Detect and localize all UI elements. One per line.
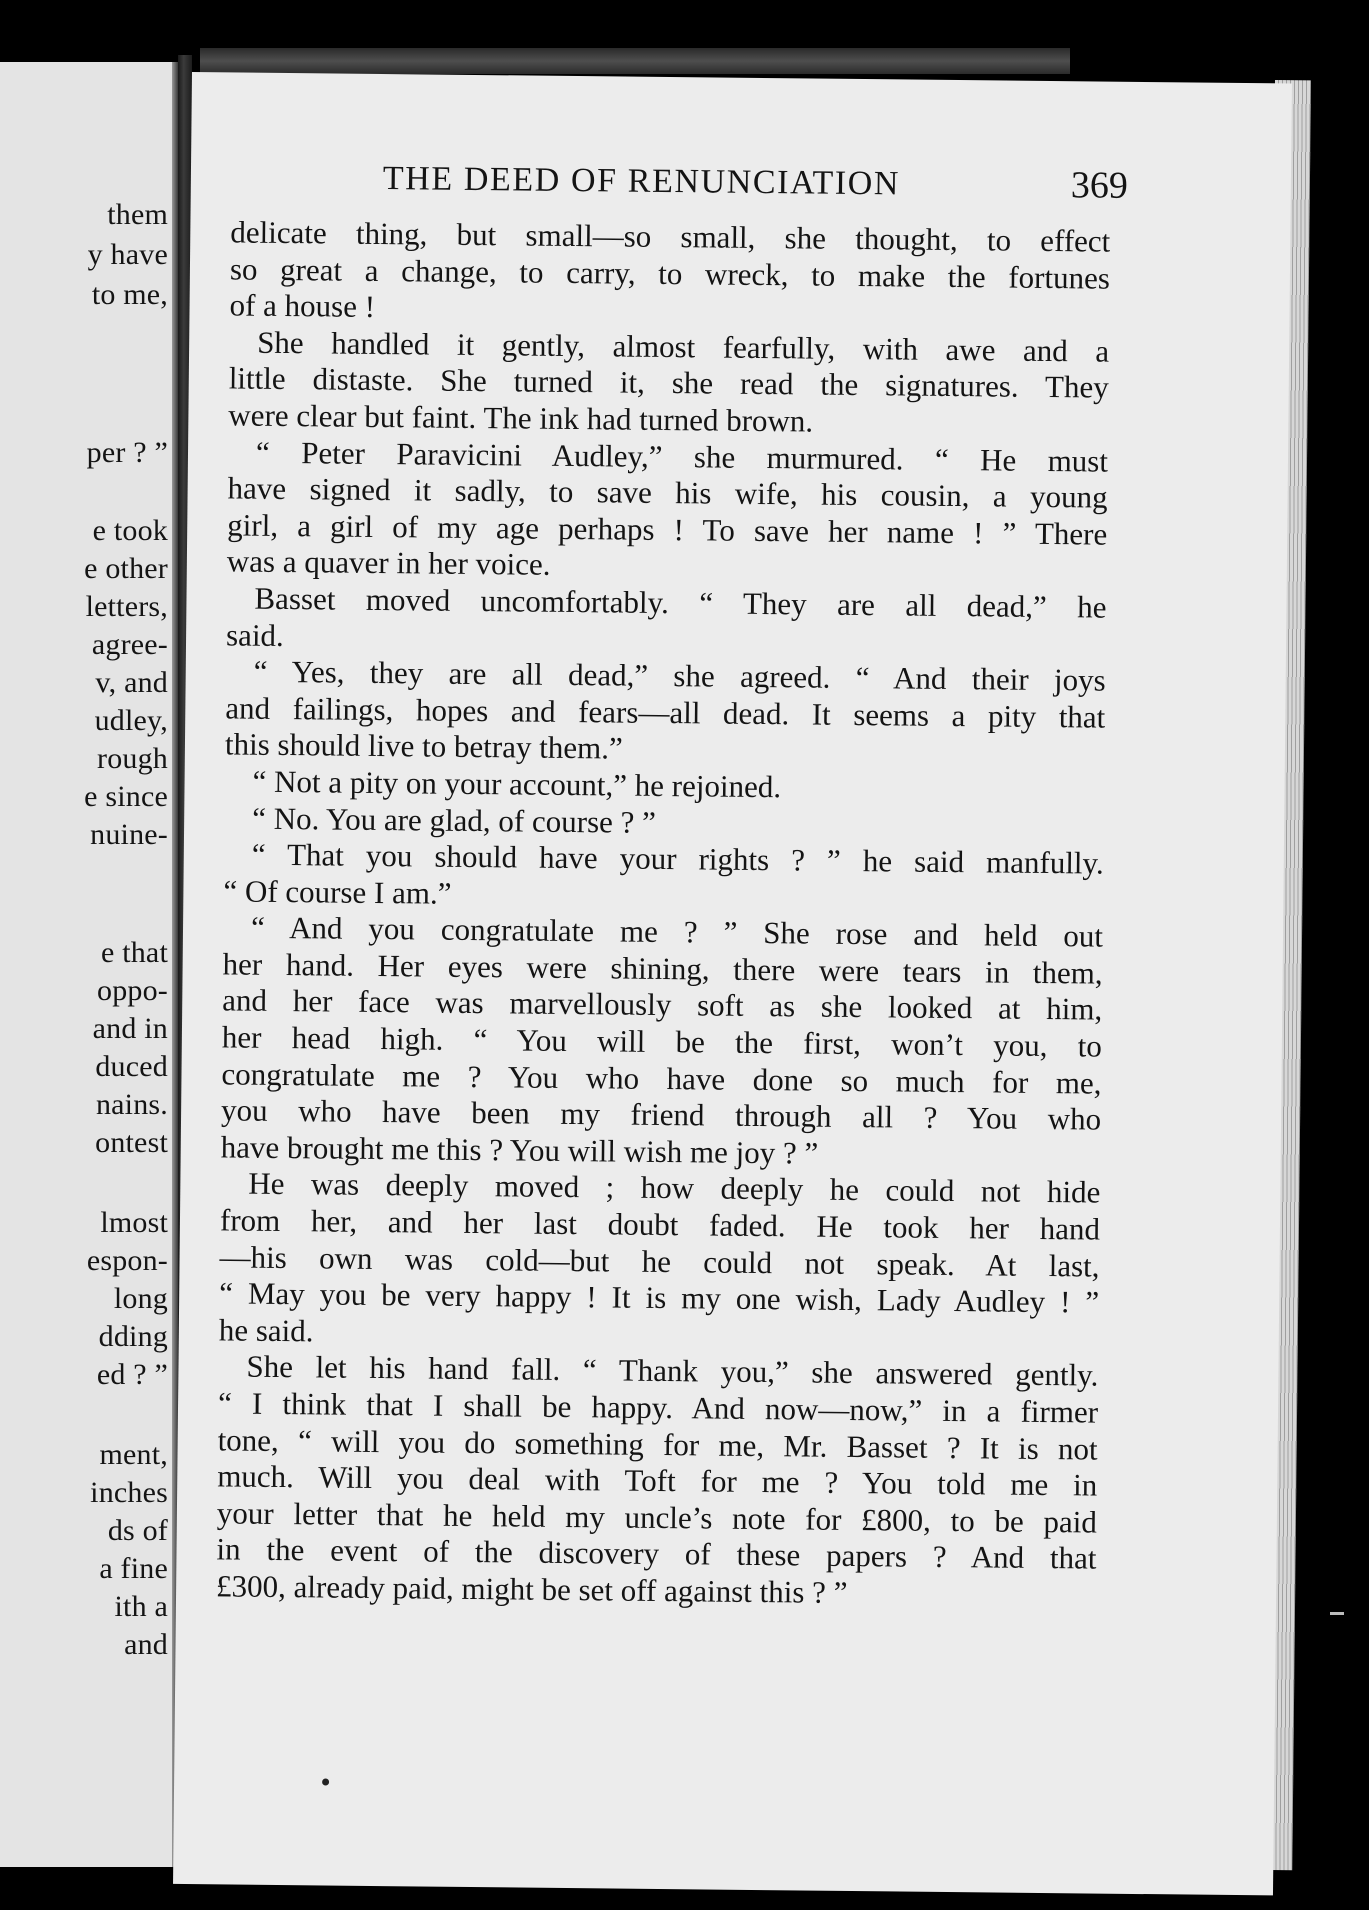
- text-line: “ That you should have your rights ? ” he said manfully.: [251, 836, 1104, 881]
- text-line: —his own was cold—but he could not speak. At last,: [219, 1238, 1100, 1284]
- left-page-line: nains.: [95, 1088, 168, 1121]
- scanner-shadow-strip: [200, 48, 1070, 74]
- left-page-line: them: [107, 198, 168, 231]
- text-line: £300, already paid, might be set off against this ? ”: [215, 1568, 848, 1610]
- text-line: “ May you be very happy ! It is my one wish, Lady Audley ! ”: [219, 1275, 1100, 1320]
- left-page-line: dding: [98, 1320, 168, 1353]
- left-page-line: e since: [84, 780, 168, 813]
- text-line: you who have been my friend through all ? You who: [220, 1092, 1102, 1137]
- left-page-line: and: [124, 1628, 168, 1661]
- left-page-line: nuine-: [90, 818, 168, 851]
- text-line: her hand. Her eyes were shining, there were tears in them,: [222, 946, 1103, 991]
- text-line: so great a change, to carry, to wreck, to make the fortunes: [229, 251, 1111, 296]
- left-page-line: udley,: [94, 704, 168, 737]
- text-line: “ Of course I am.”: [223, 873, 452, 911]
- left-page-line: ith a: [114, 1590, 168, 1623]
- left-page-line: a fine: [99, 1552, 168, 1585]
- text-line: “ Peter Paravicini Audley,” she murmured. “ He must: [255, 434, 1109, 479]
- text-line: this should live to betray them.”: [224, 726, 623, 766]
- left-page-line: lmost: [100, 1206, 168, 1239]
- page-number: 369: [1070, 164, 1129, 207]
- left-page: [0, 62, 178, 1867]
- left-page-line: ontest: [95, 1126, 168, 1159]
- text-line: he said.: [218, 1312, 314, 1349]
- text-line: She handled it gently, almost fearfully, with awe and a: [256, 324, 1110, 369]
- text-line: of a house !: [229, 287, 376, 325]
- text-line: delicate thing, but small—so small, she thought, to effect: [230, 214, 1111, 259]
- left-page-line: ment,: [99, 1438, 168, 1471]
- left-page-line: per ? ”: [86, 436, 168, 469]
- text-line: her head high. “ You will be the first, won’t you, to: [221, 1019, 1103, 1064]
- left-page-line: v, and: [95, 666, 168, 699]
- text-line: have signed it sadly, to save his wife, his cousin, a young: [227, 470, 1108, 515]
- text-line: from her, and her last doubt faded. He took her hand: [219, 1202, 1101, 1247]
- left-page-line: letters,: [85, 590, 168, 623]
- left-page-line: inches: [90, 1476, 168, 1509]
- text-line: little distaste. She turned it, she read the signatures. They: [228, 360, 1109, 405]
- body-text: [216, 214, 1111, 1614]
- running-head: THE DEED OF RENUNCIATION: [382, 160, 901, 203]
- text-line: were clear but faint. The ink had turned brown.: [228, 397, 814, 439]
- text-line: have brought me this ? You will wish me joy ? ”: [220, 1129, 819, 1171]
- text-line: and failings, hopes and fears—all dead. It seems a pity that: [225, 690, 1106, 735]
- left-page-line: e other: [84, 552, 168, 585]
- left-page-line: oppo-: [97, 974, 168, 1007]
- text-line: “ I think that I shall be happy. And now—now,” in a firmer: [217, 1385, 1099, 1430]
- text-line: “ Yes, they are all dead,” she agreed. “ And their joys: [253, 653, 1106, 698]
- text-line: He was deeply moved ; how deeply he could not hide: [248, 1166, 1101, 1211]
- text-line: Basset moved uncomfortably. “ They are all dead,” he: [254, 580, 1107, 625]
- text-line: and her face was marvellously soft as she looked at him,: [222, 982, 1103, 1028]
- left-page-line: rough: [97, 742, 168, 775]
- left-page-line: duced: [95, 1050, 168, 1083]
- left-page-line: to me,: [91, 278, 168, 311]
- text-line: tone, “ will you do something for me, Mr. Basset ? It is not: [217, 1421, 1098, 1467]
- left-page-line: ed ? ”: [96, 1358, 168, 1391]
- ink-speck: [322, 1778, 329, 1785]
- text-line: “ And you congratulate me ? ” She rose and held out: [250, 909, 1104, 954]
- text-line: your letter that he held my uncle’s note for £800, to be paid: [216, 1495, 1098, 1540]
- text-line: “ No. You are glad, of course ? ”: [252, 800, 657, 840]
- left-page-line: long: [113, 1282, 168, 1315]
- margin-mark: [1330, 1612, 1344, 1615]
- left-page-line: espon-: [86, 1244, 168, 1277]
- left-page-line: y have: [87, 238, 168, 271]
- left-page-line: e that: [100, 936, 168, 969]
- right-page: [173, 72, 1292, 1895]
- text-line: She let his hand fall. “ Thank you,” she answered gently.: [246, 1349, 1099, 1393]
- text-line: much. Will you deal with Toft for me ? You told me in: [217, 1458, 1098, 1503]
- text-line: in the event of the discovery of these papers ? And that: [216, 1531, 1097, 1576]
- text-line: girl, a girl of my age perhaps ! To save her name ! ” There: [227, 507, 1108, 552]
- text-line: congratulate me ? You who have done so much for me,: [221, 1056, 1102, 1101]
- left-page-line: ds of: [107, 1514, 168, 1547]
- text-line: “ Not a pity on your account,” he rejoined.: [252, 763, 782, 805]
- text-line: said.: [225, 616, 284, 653]
- text-line: was a quaver in her voice.: [226, 543, 551, 583]
- left-page-line: e took: [92, 514, 168, 547]
- left-page-line: and in: [92, 1012, 168, 1045]
- left-page-line: agree-: [91, 628, 168, 661]
